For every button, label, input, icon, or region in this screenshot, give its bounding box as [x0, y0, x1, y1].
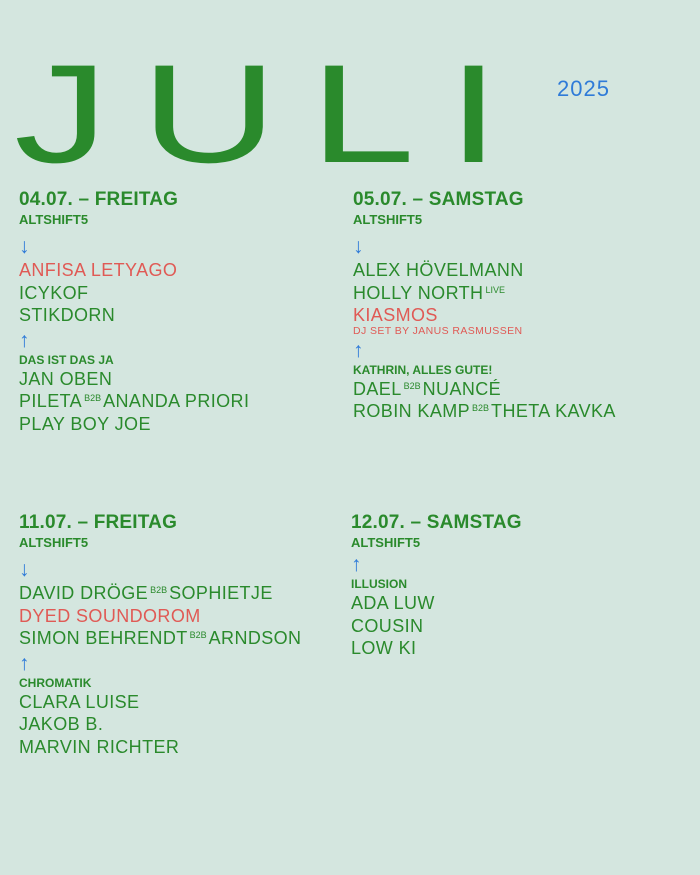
live-label: LIVE [485, 284, 505, 295]
event-block [19, 512, 359, 758]
artist-note: DJ SET BY JANUS RASMUSSEN [353, 324, 523, 337]
arrow-down-icon: ↓ [19, 235, 30, 258]
b2b-label: B2B [84, 393, 102, 403]
year-label: 2025 [557, 76, 610, 101]
event-block [353, 189, 693, 423]
artist-line [19, 691, 359, 714]
artist-name: NUANCÉ [422, 378, 502, 399]
artist-name: THETA KAVKA [491, 401, 616, 421]
artist-line [19, 259, 359, 282]
artist-name: HOLLY NORTH [353, 282, 484, 303]
b2b-label: B2B [150, 585, 168, 595]
b2b-label: B2B [403, 380, 421, 391]
artist-name: ADA LUW [351, 593, 435, 613]
artist-name: SIMON BEHRENDT [19, 628, 188, 648]
artist-line [19, 413, 359, 436]
artist-name: KIASMOS [353, 305, 438, 325]
artist-name: ARNDSON [208, 628, 302, 648]
artist-line [19, 282, 359, 305]
artist-name: DAVID DRÖGE [19, 583, 149, 603]
artist-name: DAEL [353, 378, 402, 399]
artist-name: SOPHIETJE [169, 583, 273, 603]
artist-line [19, 713, 359, 736]
month-title: JULI [14, 35, 533, 192]
artist-name: DYED SOUNDOROM [19, 605, 201, 626]
event-venue: ALTSHIFT5 [19, 535, 89, 550]
artist-name: JAKOB B. [19, 714, 104, 734]
event-date: 11.07. – FREITAG [19, 512, 178, 533]
artist-line [19, 627, 359, 650]
artist-name: PILETA [19, 391, 83, 411]
artist-name: ALEX HÖVELMANN [353, 260, 524, 280]
artist-line [351, 615, 691, 638]
floor-name: KATHRIN, ALLES GUTE! [353, 362, 493, 377]
floor-name: DAS IST DAS JA [19, 352, 114, 367]
artist-line [19, 605, 359, 628]
artist-name: ROBIN KAMP [353, 401, 471, 421]
arrow-up-icon: ↑ [353, 338, 364, 362]
event-block [351, 512, 691, 660]
artist-name: ANANDA PRIORI [103, 391, 250, 411]
arrow-up-icon: ↑ [19, 651, 30, 675]
artist-line [19, 736, 359, 759]
event-venue: ALTSHIFT5 [351, 535, 421, 550]
artist-name: MARVIN RICHTER [19, 736, 180, 757]
artist-line [353, 304, 693, 327]
artist-line [353, 259, 693, 282]
artist-name: LOW KI [351, 638, 417, 658]
b2b-label: B2B [189, 630, 207, 640]
arrow-up-icon: ↑ [19, 328, 30, 352]
artist-name: STIKDORN [19, 305, 116, 325]
artist-line [19, 390, 359, 413]
artist-name: JAN OBEN [19, 368, 113, 389]
event-venue: ALTSHIFT5 [19, 212, 89, 227]
floor-name: ILLUSION [351, 577, 407, 591]
artist-line [19, 368, 359, 391]
artist-name: COUSIN [351, 615, 424, 636]
floor-name: CHROMATIK [19, 675, 92, 690]
artist-name: ANFISA LETYAGO [19, 260, 178, 280]
artist-name: ICYKOF [19, 282, 89, 303]
event-date: 04.07. – FREITAG [19, 189, 179, 210]
b2b-label: B2B [472, 403, 490, 413]
artist-line [353, 282, 693, 305]
arrow-up-icon: ↑ [351, 553, 362, 576]
artist-line [353, 378, 693, 401]
event-venue: ALTSHIFT5 [353, 212, 423, 227]
arrow-down-icon: ↓ [19, 558, 30, 581]
artist-line [351, 637, 691, 660]
event-date: 05.07. – SAMSTAG [353, 189, 524, 210]
event-block [19, 189, 359, 435]
artist-line [19, 582, 359, 605]
event-date: 12.07. – SAMSTAG [351, 512, 522, 533]
artist-line [351, 592, 691, 615]
artist-line [19, 304, 359, 327]
arrow-down-icon: ↓ [353, 235, 364, 258]
artist-line [353, 400, 693, 423]
artist-name: CLARA LUISE [19, 691, 140, 712]
artist-name: PLAY BOY JOE [19, 413, 151, 434]
